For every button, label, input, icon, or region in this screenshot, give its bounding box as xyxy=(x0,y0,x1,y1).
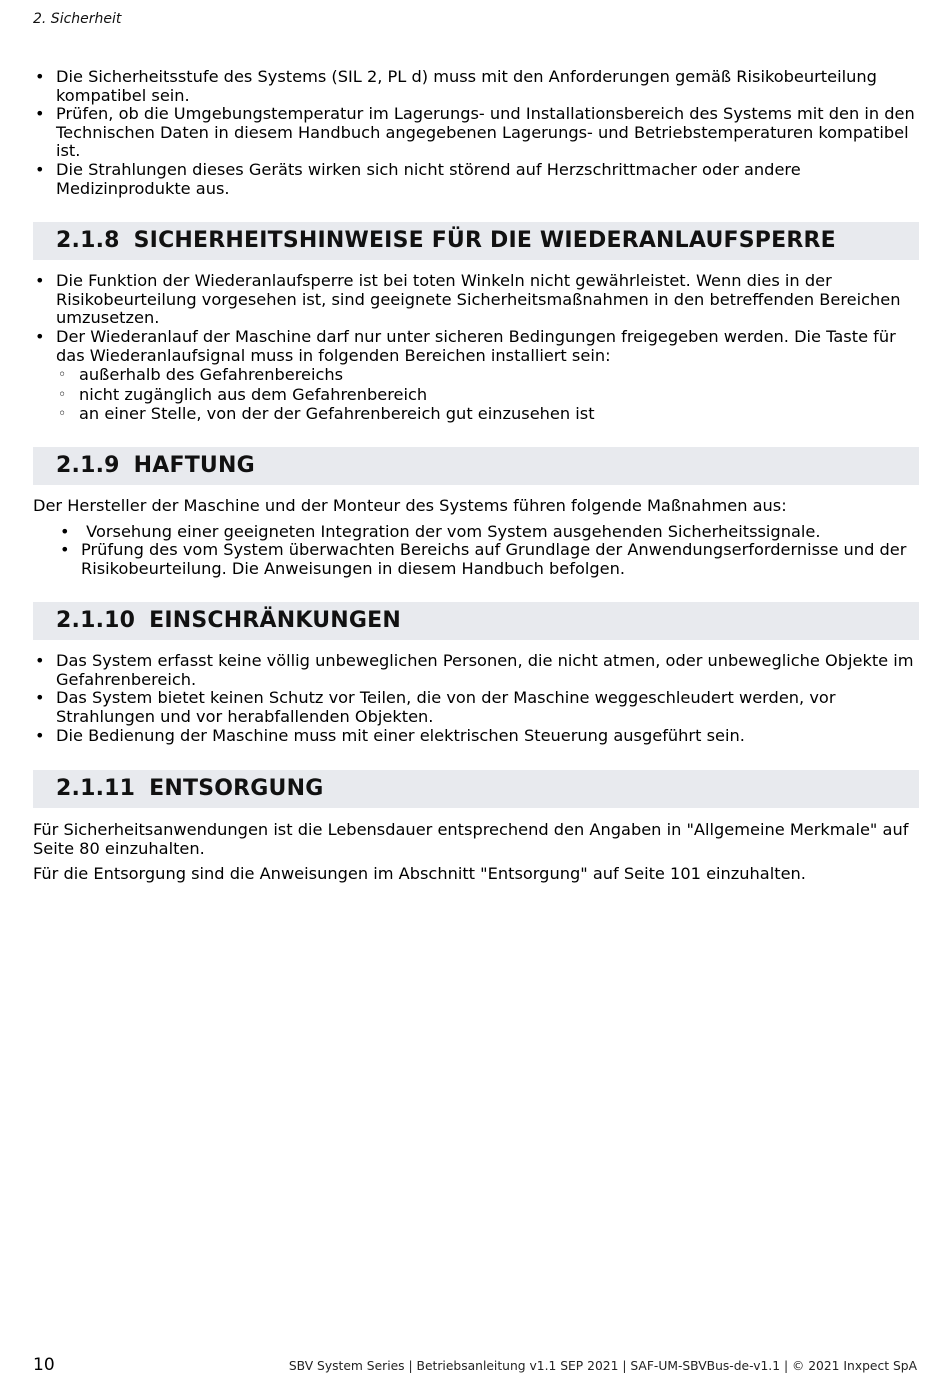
section-title: SICHERHEITSHINWEISE FÜR DIE WIEDERANLAUFSPERRE xyxy=(133,227,836,253)
section-number: 2.1.9 xyxy=(56,452,120,478)
sub-list-item: ◦ außerhalb des Gefahrenbereichs xyxy=(33,366,919,385)
section-heading-2-1-9 xyxy=(33,447,919,485)
list-item: • Die Sicherheitsstufe des Systems (SIL 2, PL d) muss mit den Anforderungen gemäß Risikobeurteilung kompatibel sein. xyxy=(33,68,919,105)
list-item: • Das System bietet keinen Schutz vor Teilen, die von der Maschine weggeschleudert werden, vor Strahlungen und vor herabfallenden Objekten. xyxy=(33,689,919,726)
section-title: EINSCHRÄNKUNGEN xyxy=(149,607,401,633)
limitations-bullet-list xyxy=(33,652,919,745)
page-content xyxy=(33,68,919,884)
liability-bullet-list xyxy=(33,523,919,579)
section-number: 2.1.8 xyxy=(56,227,120,253)
section-title: ENTSORGUNG xyxy=(149,775,324,801)
restart-interlock-bullet-list xyxy=(33,272,919,365)
page-number: 10 xyxy=(33,1355,55,1375)
section-number: 2.1.10 xyxy=(56,607,136,633)
section-heading-2-1-10 xyxy=(33,602,919,640)
list-item: • Vorsehung einer geeigneten Integration der vom System ausgehenden Sicherheitssignale. xyxy=(33,523,919,542)
list-item: • Die Bedienung der Maschine muss mit einer elektrischen Steuerung ausgeführt sein. xyxy=(33,727,919,746)
footer-document-info: SBV System Series | Betriebsanleitung v1.1 SEP 2021 | SAF-UM-SBVBus-de-v1.1 | © 2021 Inxpect SpA xyxy=(288,1359,917,1373)
list-item: • Prüfen, ob die Umgebungstemperatur im Lagerungs- und Installationsbereich des Systems mit den in den Technischen Daten in diesem Handbuch angegebenen Lagerungs- und Betriebstemperaturen kompatibel ist. xyxy=(33,105,919,161)
section-number: 2.1.11 xyxy=(56,775,136,801)
list-item: • Die Strahlungen dieses Geräts wirken sich nicht störend auf Herzschrittmacher oder andere Medizinprodukte aus. xyxy=(33,161,919,198)
list-item: • Prüfung des vom System überwachten Bereichs auf Grundlage der Anwendungserfordernisse und der Risikobeurteilung. Die Anweisungen in diesem Handbuch befolgen. xyxy=(33,541,919,578)
page-footer xyxy=(33,1355,917,1375)
intro-bullet-list xyxy=(33,68,919,198)
section-heading-2-1-11 xyxy=(33,770,919,808)
section-heading-2-1-8 xyxy=(33,222,919,260)
list-item: • Die Funktion der Wiederanlaufsperre ist bei toten Winkeln nicht gewährleistet. Wenn dies in der Risikobeurteilung vorgesehen ist, sind geeignete Sicherheitsmaßnahmen in den betreffenden Bereichen umzusetzen. xyxy=(33,272,919,328)
restart-button-location-list xyxy=(33,366,919,424)
section-title: HAFTUNG xyxy=(133,452,255,478)
sub-list-item: ◦ an einer Stelle, von der der Gefahrenbereich gut einzusehen ist xyxy=(33,405,919,424)
list-item: • Der Wiederanlauf der Maschine darf nur unter sicheren Bedingungen freigegeben werden. Die Taste für das Wiederanlaufsignal muss in folgenden Bereichen installiert sein: xyxy=(33,328,919,365)
running-header: 2. Sicherheit xyxy=(33,11,122,27)
sub-list-item: ◦ nicht zugänglich aus dem Gefahrenbereich xyxy=(33,386,919,405)
disposal-paragraph-lifetime: Für Sicherheitsanwendungen ist die Lebensdauer entsprechend den Angaben in "Allgemeine Merkmale" auf Seite 80 einzuhalten. xyxy=(33,820,909,858)
list-item: • Das System erfasst keine völlig unbeweglichen Personen, die nicht atmen, oder unbewegliche Objekte im Gefahrenbereich. xyxy=(33,652,919,689)
liability-intro-paragraph: Der Hersteller der Maschine und der Monteur des Systems führen folgende Maßnahmen aus: xyxy=(33,495,787,515)
disposal-paragraph-instructions: Für die Entsorgung sind die Anweisungen im Abschnitt "Entsorgung" auf Seite 101 einzuhalten. xyxy=(33,864,806,884)
